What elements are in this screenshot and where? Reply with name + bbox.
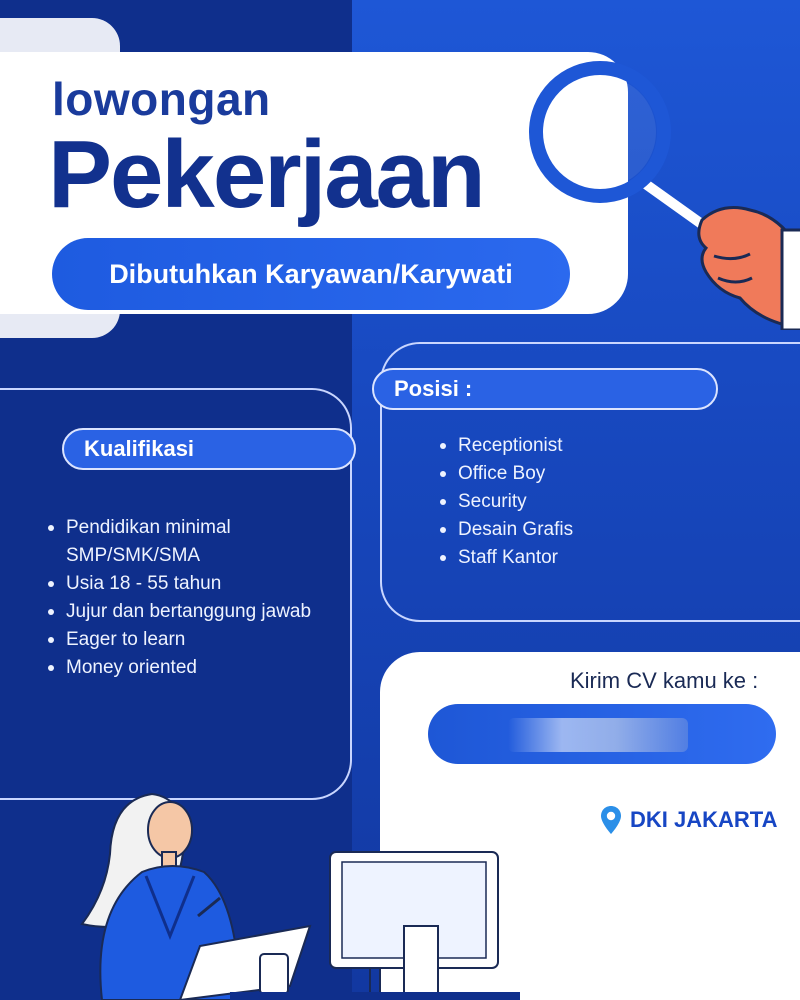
subtitle-pill [52, 238, 570, 310]
qualifications-label: Kualifikasi [62, 428, 356, 470]
contact-label: Kirim CV kamu ke : [570, 668, 759, 693]
face-shape [148, 802, 192, 858]
list-item: Office Boy [438, 460, 698, 488]
positions-label: Posisi : [372, 368, 718, 410]
hand-icon [699, 208, 800, 330]
location [600, 805, 777, 835]
magnifier-icon [536, 68, 710, 230]
list-item: Pendidikan minimal SMP/SMK/SMA [46, 514, 316, 570]
list-item: Staff Kantor [438, 544, 698, 572]
contact-field [428, 704, 776, 764]
list-item: Usia 18 - 55 tahun [46, 570, 316, 598]
qualifications-list [46, 514, 316, 682]
magnifier-hand-illustration [520, 60, 800, 330]
location-text: DKI JAKARTA [630, 807, 778, 832]
list-item: Desain Grafis [438, 516, 698, 544]
list-item: Security [438, 488, 698, 516]
list-item: Eager to learn [46, 626, 316, 654]
woman-computer-illustration [80, 786, 520, 1000]
title-big: Pekerjaan [48, 121, 484, 228]
positions-list [438, 432, 698, 572]
list-item: Money oriented [46, 654, 316, 682]
list-item: Jujur dan bertanggung jawab [46, 598, 316, 626]
redacted-contact [508, 718, 688, 752]
location-pin-icon [600, 805, 622, 835]
title-small: lowongan [52, 73, 271, 125]
subtitle-text: Dibutuhkan Karyawan/Karywati [109, 258, 513, 289]
list-item: Receptionist [438, 432, 698, 460]
